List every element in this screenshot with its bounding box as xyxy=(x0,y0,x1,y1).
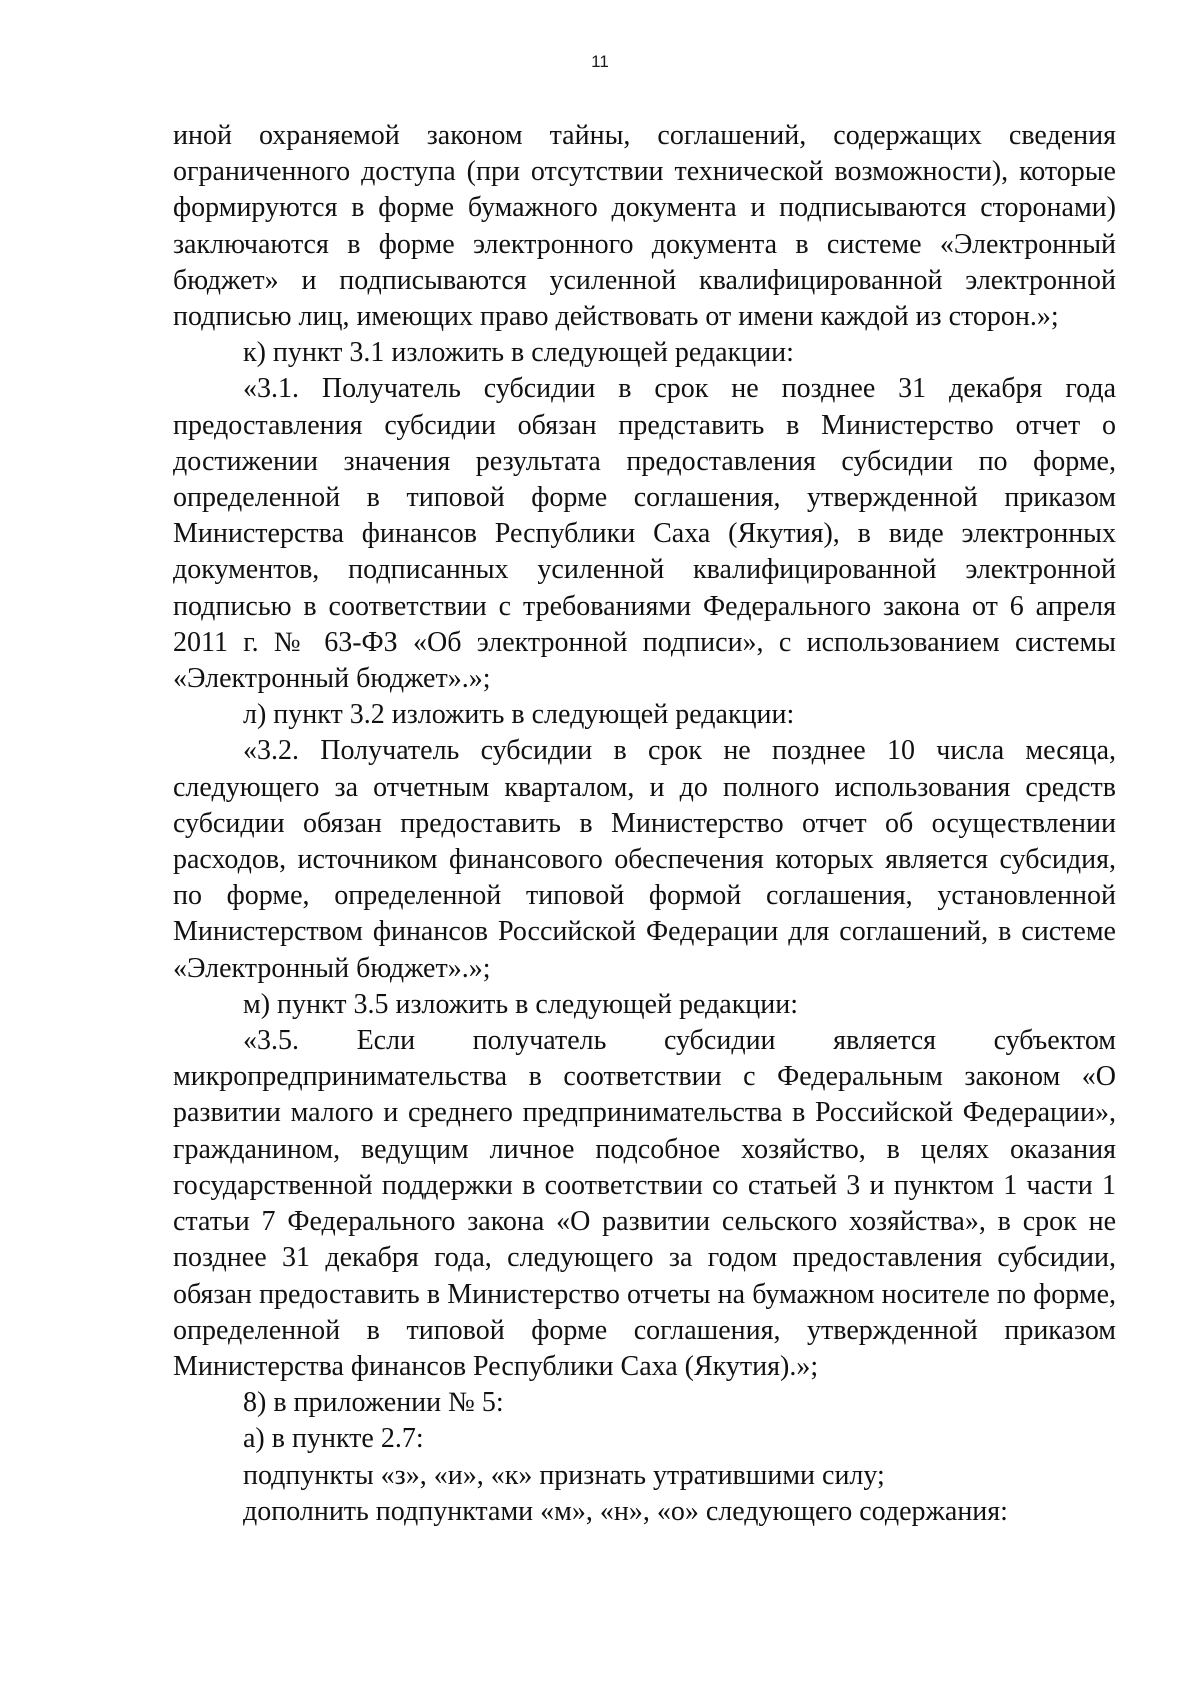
document-body xyxy=(173,118,1116,1530)
paragraph-item-l: л) пункт 3.2 изложить в следующей редакции: xyxy=(243,699,795,731)
paragraph-item-8: 8) в приложении № 5: xyxy=(243,1387,504,1419)
paragraph-subitems-repeal: подпункты «з», «и», «к» признать утратившими силу; xyxy=(243,1459,885,1491)
paragraph-item-k: к) пункт 3.1 изложить в следующей редакции: xyxy=(243,337,794,369)
page-number: 11 xyxy=(591,52,609,71)
paragraph-continuation: иной охраняемой законом тайны, соглашений, содержащих сведения ограниченного доступа (при отсутствии технической возможности), которые формируются в форме бумажного документа и подписываются сторонами) заключаются в форме электронного документа в системе «Электронный бюджет» и подписываются усиленной квалифицированной электронной подписью лиц, имеющих право действовать от имени каждой из сторон.»; xyxy=(173,120,1116,333)
paragraph-clause-3-1: «3.1. Получатель субсидии в срок не позднее 31 декабря года предоставления субсидии обязан представить в Министерство отчет о достижении значения результата предоставления субсидии по форме, определенной в типовой форме соглашения, утвержденной приказом Министерства финансов Республики Саха (Якутия), в виде электронных документов, подписанных усиленной квалифицированной электронной подписью в соответствии с требованиями Федерального закона от 6 апреля 2011 г. № 63-ФЗ «Об электронной подписи», с использованием системы «Электронный бюджет».»; xyxy=(173,373,1116,695)
paragraph-clause-3-2: «3.2. Получатель субсидии в срок не позднее 10 числа месяца, следующего за отчетным кварталом, и до полного использования средств субсидии обязан предоставить в Министерство отчет об осуществлении расходов, источником финансового обеспечения которых является субсидия, по форме, определенной типовой формой соглашения, установленной Министерством финансов Российской Федерации для соглашений, в системе «Электронный бюджет».»; xyxy=(173,735,1116,984)
paragraph-clause-3-5: «3.5. Если получатель субсидии является субъектом микропредпринимательства в соответствии с Федеральным законом «О развитии малого и среднего предпринимательства в Российской Федерации», гражданином, ведущим личное подсобное хозяйство, в целях оказания государственной поддержки в соответствии со статьей 3 и пунктом 1 части 1 статьи 7 Федерального закона «О развитии сельского хозяйства», в срок не позднее 31 декабря года, следующего за годом предоставления субсидии, обязан предоставить в Министерство отчеты на бумажном носителе по форме, определенной в типовой форме соглашения, утвержденной приказом Министерства финансов Республики Саха (Якутия).»; xyxy=(173,1025,1116,1382)
paragraph-item-a: а) в пункте 2.7: xyxy=(243,1423,424,1455)
paragraph-item-m: м) пункт 3.5 изложить в следующей редакции: xyxy=(243,988,799,1020)
paragraph-subitems-add: дополнить подпунктами «м», «н», «о» следующего содержания: xyxy=(243,1495,1008,1527)
